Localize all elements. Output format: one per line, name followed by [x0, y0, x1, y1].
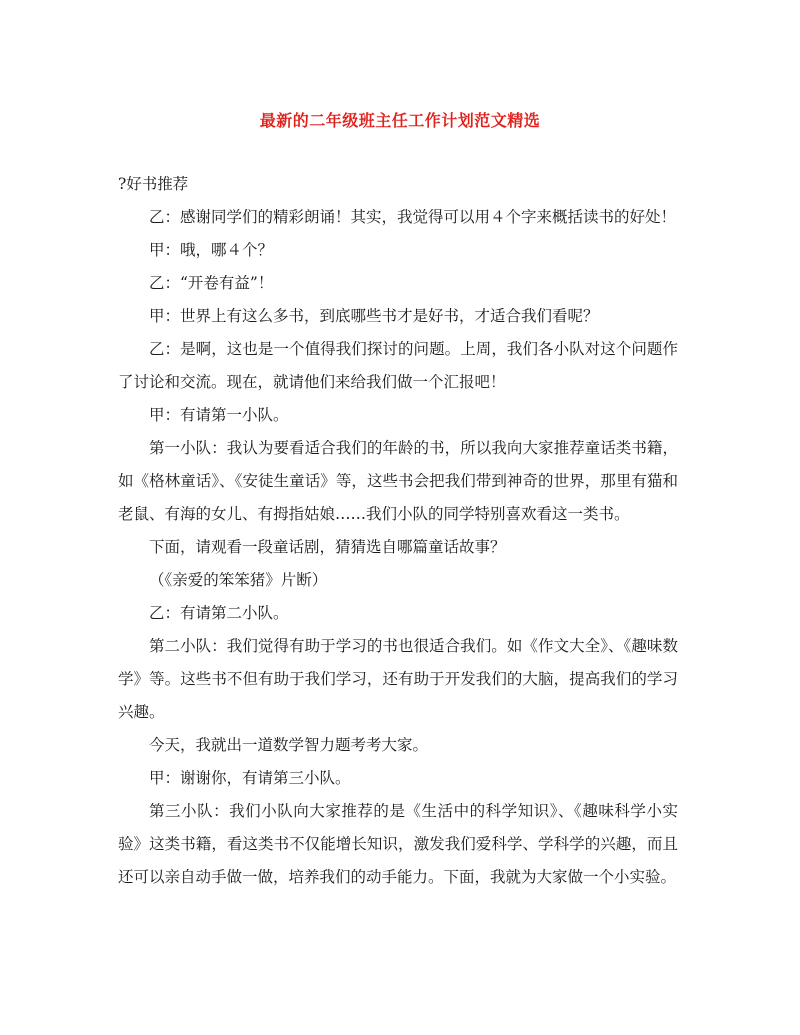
paragraph: 乙：有请第二小队。	[149, 604, 289, 622]
paragraph: 今天，我就出一道数学智力题考考大家。	[149, 736, 429, 754]
paragraph: 乙：是啊，这也是一个值得我们探讨的问题。上周，我们各小队对这个问题作了讨论和交流。现在，就请他们来给我们做一个汇报吧！	[118, 340, 678, 391]
paragraph: 甲：哦，哪４个？	[149, 241, 274, 259]
paragraph: （《亲爱的笨笨猪》片断）	[149, 571, 328, 589]
paragraph: 第一小队：我认为要看适合我们的年龄的书，所以我向大家推荐童话类书籍，如《格林童话》、《安徒生童话》等，这些书会把我们带到神奇的世界，那里有猫和老鼠、有海的女儿、有拇指姑娘……我们小队的同学特别喜欢看这一类书。	[118, 439, 678, 523]
paragraph: 乙：“开卷有益”！	[149, 274, 274, 292]
paragraph: 甲：有请第一小队。	[149, 406, 289, 424]
paragraph: 乙：感谢同学们的精彩朗诵！其实，我觉得可以用４个字来概括读书的好处！	[149, 208, 677, 226]
document-body	[118, 168, 678, 894]
paragraph: 甲：谢谢你，有请第三小队。	[149, 769, 351, 787]
paragraph: 甲：世界上有这么多书，到底哪些书才是好书，才适合我们看呢？	[149, 307, 599, 325]
paragraph: ?好书推荐	[118, 175, 189, 193]
paragraph: 第二小队：我们觉得有助于学习的书也很适合我们。如《作文大全》、《趣味数学》等。这些书不但有助于我们学习，还有助于开发我们的大脑，提高我们的学习兴趣。	[118, 637, 678, 721]
document-title: 最新的二年级班主任工作计划范文精选	[259, 111, 541, 130]
paragraph: 第三小队：我们小队向大家推荐的是《生活中的科学知识》、《趣味科学小实验》这类书籍，看这类书不仅能增长知识，激发我们爱科学、学科学的兴趣，而且还可以亲自动手做一做，培养我们的动手能力。下面，我就为大家做一个小实验。	[118, 802, 678, 886]
paragraph: 下面，请观看一段童话剧，猜猜选自哪篇童话故事？	[149, 538, 506, 556]
